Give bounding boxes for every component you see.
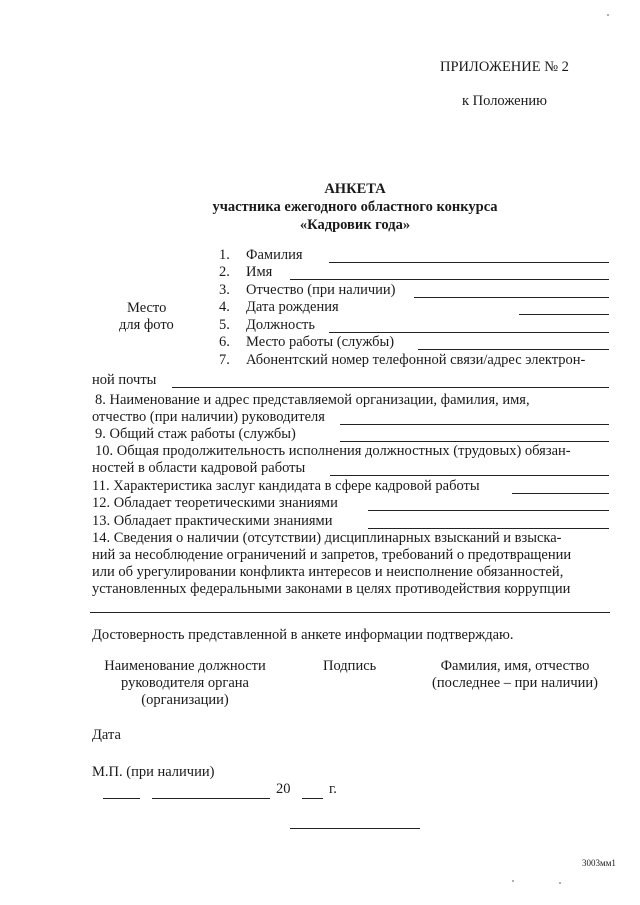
name-input-line[interactable] xyxy=(290,279,609,280)
field-label-disciplinary: 14. Сведения о наличии (отсутствии) дисциплинарных взысканий и взыска- xyxy=(92,530,562,546)
field-number-1: 1. xyxy=(219,247,230,263)
merits-input-line[interactable] xyxy=(512,493,609,494)
form-title: АНКЕТА xyxy=(324,181,386,197)
field-label-hr-duration: 10. Общая продолжительность исполнения должностных (трудовых) обязан- xyxy=(95,443,571,459)
month-input-line[interactable] xyxy=(152,798,270,799)
field-number-2: 2. xyxy=(219,264,230,280)
field-label-hr-duration-cont: ностей в области кадровой работы xyxy=(92,460,306,476)
year-suffix: г. xyxy=(329,781,337,797)
field-label-birth-date: Дата рождения xyxy=(246,299,339,315)
field-label-disciplinary-3: или об урегулировании конфликта интересов и неисполнение обязанностей, xyxy=(92,564,564,580)
scan-speck xyxy=(512,880,514,882)
position-caption-2: руководителя органа xyxy=(121,675,249,691)
field-label-name: Имя xyxy=(246,264,273,280)
field-label-organization-cont: отчество (при наличии) руководителя xyxy=(92,409,325,425)
scan-speck xyxy=(559,882,561,884)
birth-date-input-line[interactable] xyxy=(519,314,609,315)
field-label-practice: 13. Обладает практическими знаниями xyxy=(92,513,333,529)
document-code: 3003мм1 xyxy=(582,858,616,868)
patronymic-input-line[interactable] xyxy=(414,297,609,298)
photo-placeholder-label: Место xyxy=(127,300,167,316)
field-label-surname: Фамилия xyxy=(246,247,303,263)
field-label-disciplinary-2: ний за несоблюдение ограничений и запретов, требований о предотвращении xyxy=(92,547,572,563)
field-label-organization: 8. Наименование и адрес представляемой организации, фамилия, имя, xyxy=(95,392,530,408)
organization-input-line[interactable] xyxy=(340,424,609,425)
form-subtitle: участника ежегодного областного конкурса xyxy=(212,199,498,215)
workplace-input-line[interactable] xyxy=(418,349,609,350)
hr-duration-input-line[interactable] xyxy=(330,475,609,476)
position-caption-3: (организации) xyxy=(141,692,229,708)
position-caption: Наименование должности xyxy=(104,658,266,674)
field-label-contacts-cont: ной почты xyxy=(92,372,157,388)
date-label: Дата xyxy=(92,727,121,743)
practice-input-line[interactable] xyxy=(368,528,609,529)
field-label-position: Должность xyxy=(246,317,315,333)
experience-input-line[interactable] xyxy=(340,441,609,442)
theory-input-line[interactable] xyxy=(368,510,609,511)
signature-caption: Подпись xyxy=(323,658,377,674)
day-input-line[interactable] xyxy=(103,798,140,799)
year-prefix: 20 xyxy=(276,781,291,797)
field-number-5: 5. xyxy=(219,317,230,333)
seal-label: М.П. (при наличии) xyxy=(92,764,215,780)
field-label-patronymic: Отчество (при наличии) xyxy=(246,282,396,298)
field-number-3: 3. xyxy=(219,282,230,298)
bottom-signature-line[interactable] xyxy=(290,828,420,829)
confirmation-statement: Достоверность представленной в анкете информации подтверждаю. xyxy=(92,627,514,643)
contest-name: «Кадровик года» xyxy=(299,217,411,233)
field-label-experience: 9. Общий стаж работы (службы) xyxy=(95,426,296,442)
scan-speck xyxy=(607,14,609,16)
surname-input-line[interactable] xyxy=(329,262,609,263)
year-input-line[interactable] xyxy=(302,798,323,799)
disciplinary-input-line[interactable] xyxy=(90,612,610,613)
field-number-6: 6. xyxy=(219,334,230,350)
contacts-input-line[interactable] xyxy=(172,387,609,388)
field-number-7: 7. xyxy=(219,352,230,368)
full-name-caption-2: (последнее – при наличии) xyxy=(432,675,598,691)
field-label-theory: 12. Обладает теоретическими знаниями xyxy=(92,495,338,511)
field-label-contacts: Абонентский номер телефонной связи/адрес электрон- xyxy=(246,352,586,368)
field-number-4: 4. xyxy=(219,299,230,315)
appendix-reference: к Положению xyxy=(462,93,547,109)
full-name-caption: Фамилия, имя, отчество xyxy=(440,658,590,674)
field-label-merits: 11. Характеристика заслуг кандидата в сфере кадровой работы xyxy=(92,478,480,494)
field-label-disciplinary-4: установленных федеральными законами в целях противодействия коррупции xyxy=(92,581,571,597)
field-label-workplace: Место работы (службы) xyxy=(246,334,395,350)
appendix-number: ПРИЛОЖЕНИЕ № 2 xyxy=(440,59,569,75)
photo-placeholder-label-2: для фото xyxy=(119,317,174,333)
position-input-line[interactable] xyxy=(329,332,609,333)
